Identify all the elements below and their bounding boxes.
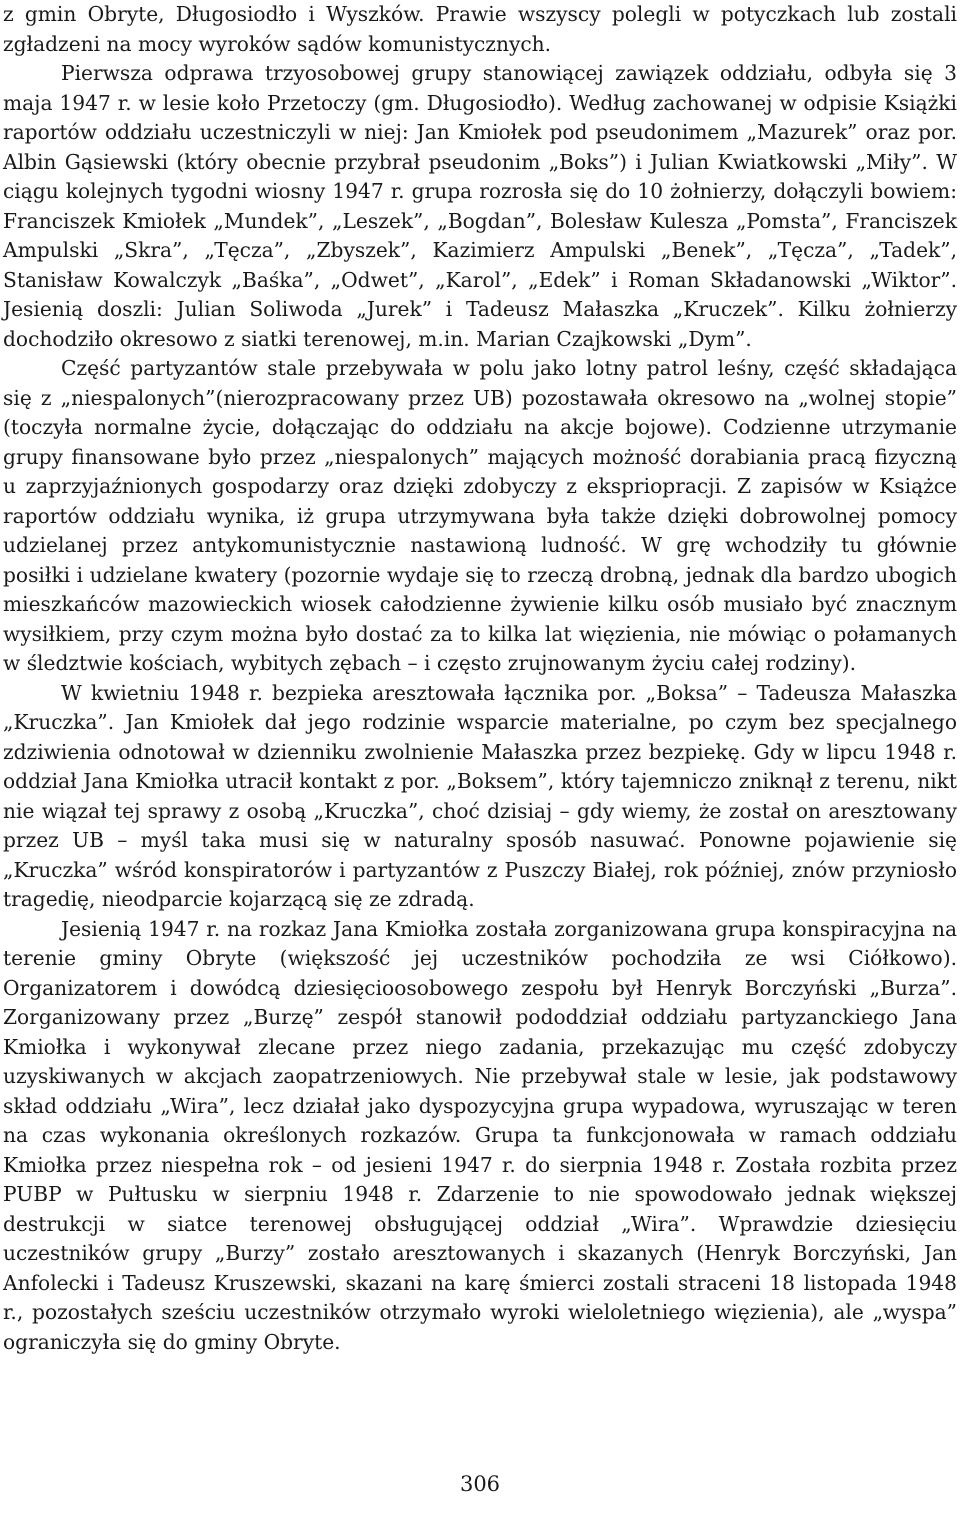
body-text	[3, 0, 957, 1357]
paragraph-partisan-support: Część partyzantów stale przebywała w polu jako lotny patrol leśny, część składająca się z „niespalonych”(nierozpracowany przez UB) pozostawała okresowo na „wolnej stopie” (toczyła normalne życie, dołączając do oddziału na akcje bojowe). Codzienne utrzymanie grupy finansowane było przez „niespalonych” mających możność dorabiania pracą fizyczną u zaprzyjaźnionych gospodarzy oraz dzięki zdobyczy z ekspriopracji. Z zapisów w Książce raportów oddziału wynika, iż grupa utrzymywana była także dzięki dobrowolnej pomocy udzielanej przez antykomunistycznie nastawioną ludność. W grę wchodziły tu głównie posiłki i udzielane kwatery (pozornie wydaje się to rzeczą drobną, jednak dla bardzo ubogich mieszkańców mazowieckich wiosek całodzienne żywienie kilku osób musiało być znacznym wysiłkiem, przy czym można było dostać za to kilka lat więzienia, nie mówiąc o połamanych w śledztwie kościach, wybitych zębach – i często zrujnowanym życiu całej rodziny).	[3, 356, 957, 675]
paragraph-first-briefing: Pierwsza odprawa trzyosobowej grupy stanowiącej zawiązek oddziału, odbyła się 3 maja 1947 r. w lesie koło Przetoczy (gm. Długosiodło). Według zachowanej w odpisie Książki raportów oddziału uczestniczyli w niej: Jan Kmiołek pod pseudonimem „Mazurek” oraz por. Albin Gąsiewski (który obecnie przybrał pseudonim „Boks”) i Julian Kwiatkowski „Miły”. W ciągu kolejnych tygodni wiosny 1947 r. grupa rozrosła się do 10 żołnierzy, dołączyli bowiem: Franciszek Kmiołek „Mundek”, „Leszek”, „Bogdan”, Bolesław Kulesza „Pomsta”, Franciszek Ampulski „Skra”, „Tęcza”, „Zbyszek”, Kazimierz Ampulski „Benek”, „Tęcza”, „Tadek”, Stanisław Kowalczyk „Baśka”, „Odwet”, „Karol”, „Edek” i Roman Składanowski „Wiktor”. Jesienią doszli: Julian Soliwoda „Jurek” i Tadeusz Małaszka „Kruczek”. Kilku żołnierzy dochodziło okresowo z siatki terenowej, m.in. Marian Czajkowski „Dym”.	[3, 61, 957, 351]
paragraph-continuation: z gmin Obryte, Długosiodło i Wyszków. Prawie wszyscy polegli w potyczkach lub zostali zgładzeni na mocy wyroków sądów komunistycznych.	[3, 2, 957, 56]
page-number: 306	[459, 1472, 501, 1496]
paragraph-burza-group: Jesienią 1947 r. na rozkaz Jana Kmiołka została zorganizowana grupa konspiracyjna na terenie gminy Obryte (większość jej uczestników pochodziła ze wsi Ciółkowo). Organizatorem i dowódcą dziesięcioosobowego zespołu był Henryk Borczyński „Burza”. Zorganizowany przez „Burzę” zespół stanowił pododdział oddziału partyzanckiego Jana Kmiołka i wykonywał zlecane przez niego zadania, przekazując mu część zdobyczy uzyskiwanych w akcjach zaopatrzeniowych. Nie przebywał stale w lesie, jak podstawowy skład oddziału „Wira”, lecz działał jako dyspozycyjna grupa wypadowa, wyruszając w teren na czas wykonania określonych rozkazów. Grupa ta funkcjonowała w ramach oddziału Kmiołka przez niespełna rok – od jesieni 1947 r. do sierpnia 1948 r. Została rozbita przez PUBP w Pułtusku w sierpniu 1948 r. Zdarzenie to nie spowodowało jednak większej destrukcji w siatce terenowej obsługującej oddział „Wira”. Wprawdzie dziesięciu uczestników grupy „Burzy” zostało aresztowanych i skazanych (Henryk Borczyński, Jan Anfolecki i Tadeusz Kruszewski, skazani na karę śmierci zostali straceni 18 listopada 1948 r., pozostałych sześciu uczestników otrzymało wyroki wieloletniego więzienia), ale „wyspa” ograniczyła się do gminy Obryte.	[3, 916, 957, 1354]
paragraph-kruczek-arrest: W kwietniu 1948 r. bezpieka aresztowała łącznika por. „Boksa” – Tadeusza Małaszka „Kruczka”. Jan Kmiołek dał jego rodzinie wsparcie materialne, po czym bez specjalnego zdziwienia odnotował w dzienniku zwolnienie Małaszka przez bezpiekę. Gdy w lipcu 1948 r. oddział Jana Kmiołka utracił kontakt z por. „Boksem”, który tajemniczo zniknął z terenu, nikt nie wiązał tej sprawy z osobą „Kruczka”, choć dzisiaj – gdy wiemy, że został on aresztowany przez UB – myśl taka musi się w naturalny sposób nasuwać. Ponowne pojawienie się „Kruczka” wśród konspiratorów i partyzantów z Puszczy Białej, rok później, znów przyniosło tragedię, nieodparcie kojarzącą się ze zdradą.	[3, 680, 957, 911]
